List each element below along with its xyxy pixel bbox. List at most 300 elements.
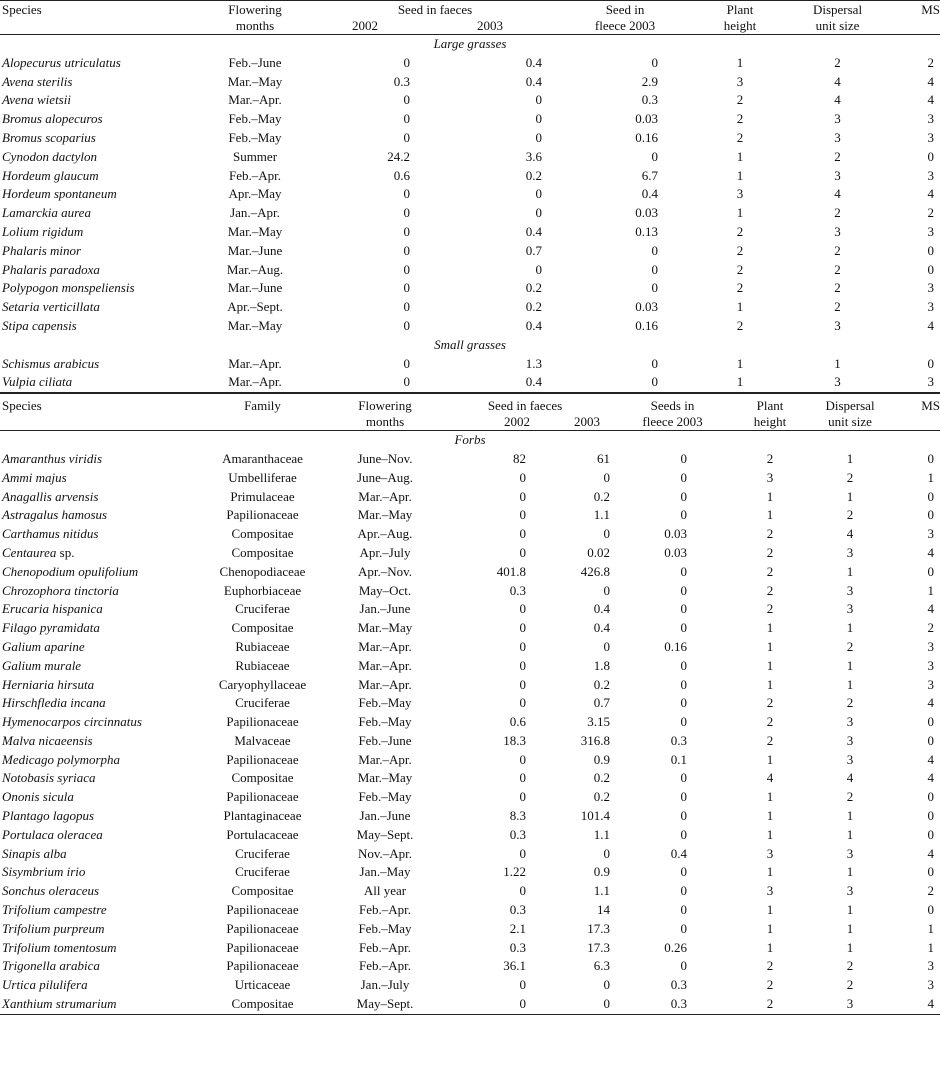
species-name: Anagallis arvensis — [2, 488, 99, 504]
dispersal-cell: 2 — [834, 148, 841, 164]
dispersal-cell: 1 — [846, 808, 854, 824]
ms-cell: 3 — [927, 299, 935, 315]
species-cell: Bromus scoparius — [2, 129, 96, 145]
faeces-2003-cell: 17.3 — [587, 939, 611, 955]
faeces-2002-cell: 0.3 — [509, 582, 526, 598]
species-cell: Avena sterilis — [2, 73, 73, 89]
faeces-2002-cell: 0 — [403, 205, 410, 221]
species-cell: Phalaris paradoxa — [2, 261, 100, 277]
flowering-cell: June–Nov. — [357, 450, 413, 466]
fleece-cell: 0 — [680, 676, 688, 692]
table-row — [0, 807, 940, 826]
family-cell: Cruciferae — [235, 845, 290, 861]
header-fleece: Seed in — [605, 2, 645, 17]
faeces-2002-cell: 0 — [403, 92, 410, 108]
faeces-2003-cell: 1.3 — [525, 355, 543, 371]
ms-cell: 0 — [927, 864, 935, 880]
family-cell: Papilionaceae — [226, 958, 299, 974]
header-fleece-2003: fleece 2003 — [642, 414, 703, 430]
height-cell: 1 — [766, 657, 774, 673]
species-cell — [0, 807, 195, 826]
flowering-cell: Feb.–May — [358, 695, 412, 711]
fleece-cell: 0.3 — [670, 732, 688, 748]
height-cell: 2 — [736, 242, 744, 258]
height-cell: 2 — [736, 111, 744, 127]
fleece-cell: 0 — [680, 958, 688, 974]
faeces-2002-cell: 0 — [519, 526, 526, 542]
flowering-cell: Jan.–June — [359, 808, 411, 824]
dispersal-cell: 1 — [846, 450, 854, 466]
header-plant-height: Plant — [726, 2, 754, 17]
dispersal-cell: 1 — [834, 355, 841, 371]
species-name: Trigonella arabica — [2, 958, 100, 974]
height-cell: 1 — [766, 808, 774, 824]
height-cell: 1 — [766, 488, 774, 504]
height-cell: 2 — [766, 601, 774, 617]
ms-cell: 4 — [927, 186, 935, 202]
dispersal-cell: 3 — [834, 167, 841, 183]
header-seed-in-faeces: Seed in faeces — [487, 398, 563, 414]
fleece-cell: 0.3 — [641, 92, 659, 108]
header-ms: MS — [921, 2, 940, 17]
family-cell: Papilionaceae — [226, 507, 299, 523]
table-row — [0, 939, 940, 958]
ms-cell: 0 — [927, 732, 935, 748]
height-cell: 1 — [766, 902, 774, 918]
species-cell — [0, 563, 195, 582]
faeces-2003-cell: 1.1 — [593, 507, 611, 523]
fleece-cell: 0 — [680, 920, 688, 936]
species-name: Medicago polymorpha — [2, 751, 121, 767]
height-cell: 1 — [766, 939, 774, 955]
flowering-cell: Feb.–May — [228, 111, 282, 127]
dispersal-cell: 3 — [834, 111, 841, 127]
dispersal-cell: 2 — [846, 507, 854, 523]
height-cell: 4 — [766, 770, 774, 786]
faeces-2003-cell: 0.9 — [593, 751, 611, 767]
family-cell: Cruciferae — [235, 695, 290, 711]
faeces-2002-cell: 0.3 — [509, 826, 526, 842]
dispersal-cell: 2 — [834, 242, 841, 258]
table-row — [0, 525, 940, 544]
family-cell: Compositae — [231, 526, 294, 542]
faeces-2002-cell: 0.6 — [509, 714, 526, 730]
ms-cell: 0 — [927, 507, 935, 523]
family-cell: Cruciferae — [235, 864, 290, 880]
fleece-cell: 0.13 — [635, 223, 659, 239]
height-cell: 3 — [766, 883, 774, 899]
species-cell — [0, 976, 195, 995]
ms-cell: 0 — [927, 488, 935, 504]
species-cell — [0, 506, 195, 525]
faeces-2003-cell: 0.2 — [525, 167, 543, 183]
header-year-2003: 2003 — [477, 18, 503, 33]
faeces-2003-cell: 0.4 — [525, 317, 543, 333]
flowering-cell: Mar.–Apr. — [358, 751, 412, 767]
table-row — [0, 769, 940, 788]
faeces-2003-cell: 0.4 — [593, 601, 611, 617]
faeces-2002-cell: 0 — [519, 996, 526, 1012]
species-name: Erucaria hispanica — [2, 601, 103, 617]
fleece-cell: 0.4 — [641, 186, 659, 202]
height-cell: 2 — [736, 261, 744, 277]
height-cell: 2 — [766, 563, 774, 579]
table-row — [0, 713, 940, 732]
species-cell — [0, 638, 195, 657]
family-cell: Papilionaceae — [226, 939, 299, 955]
ms-cell: 3 — [927, 638, 935, 654]
fleece-cell: 0.03 — [664, 526, 688, 542]
height-cell: 1 — [736, 205, 744, 221]
height-cell: 3 — [766, 845, 774, 861]
header-family: Family — [244, 398, 281, 414]
height-cell: 1 — [766, 507, 774, 523]
dispersal-cell: 3 — [834, 223, 841, 239]
height-cell: 2 — [766, 544, 774, 560]
family-cell: Papilionaceae — [226, 714, 299, 730]
flowering-cell: Jan.–June — [359, 601, 411, 617]
faeces-2003-cell: 426.8 — [580, 563, 611, 579]
faeces-2002-cell: 0 — [519, 507, 526, 523]
table-row — [0, 563, 940, 582]
faeces-2002-cell: 0.3 — [509, 939, 526, 955]
ms-cell: 4 — [927, 751, 935, 767]
species-cell — [0, 619, 195, 638]
faeces-2002-cell: 0 — [519, 601, 526, 617]
ms-cell: 0 — [927, 826, 935, 842]
ms-cell: 3 — [927, 977, 935, 993]
faeces-2003-cell: 0.2 — [593, 770, 611, 786]
ms-cell: 4 — [927, 996, 935, 1012]
faeces-2003-cell: 0.2 — [525, 299, 543, 315]
fleece-cell: 6.7 — [641, 167, 659, 183]
species-name: Filago pyramidata — [2, 620, 100, 636]
table-row — [0, 845, 940, 864]
fleece-cell: 0 — [680, 902, 688, 918]
species-cell: Schismus arabicus — [2, 355, 100, 371]
ms-cell: 3 — [927, 526, 935, 542]
faeces-2003-cell: 0 — [603, 977, 611, 993]
family-cell: Amaranthaceae — [222, 450, 303, 466]
flowering-cell: Apr.–Sept. — [227, 299, 283, 315]
header-flowering: Flowering — [228, 2, 282, 17]
species-cell: Hordeum spontaneum — [2, 186, 117, 202]
dispersal-cell: 4 — [846, 770, 854, 786]
faeces-2002-cell: 0 — [519, 883, 526, 899]
faeces-2002-cell: 0 — [403, 186, 410, 202]
ms-cell: 0 — [927, 355, 935, 371]
header-flowering-months: months — [235, 18, 275, 33]
ms-cell: 0 — [927, 450, 935, 466]
dispersal-cell: 2 — [834, 280, 841, 296]
table-row — [0, 600, 940, 619]
faeces-2002-cell: 0 — [403, 223, 410, 239]
height-cell: 1 — [736, 374, 744, 390]
header-fleece-2003: fleece 2003 — [594, 18, 656, 33]
faeces-2002-cell: 2.1 — [509, 920, 526, 936]
dispersal-cell: 3 — [834, 129, 841, 145]
species-cell: Vulpia ciliata — [2, 374, 73, 390]
dispersal-cell: 2 — [834, 299, 841, 315]
faeces-2002-cell: 0 — [403, 111, 410, 127]
dispersal-cell: 4 — [834, 73, 841, 89]
faeces-2002-cell: 0 — [519, 620, 526, 636]
header-fleece: Seeds in — [650, 398, 695, 414]
dispersal-cell: 3 — [846, 714, 854, 730]
ms-cell: 0 — [927, 789, 935, 805]
faeces-2003-cell: 0 — [603, 845, 611, 861]
table-row — [0, 826, 940, 845]
ms-cell: 1 — [927, 582, 935, 598]
dispersal-cell: 2 — [834, 54, 841, 70]
species-cell — [0, 450, 195, 469]
flowering-cell: Mar.–May — [227, 317, 283, 333]
dispersal-cell: 2 — [846, 977, 854, 993]
flowering-cell: June–Aug. — [357, 469, 413, 485]
table-row — [0, 129, 940, 148]
table-row — [0, 54, 940, 73]
table-row — [0, 223, 940, 242]
species-name: Notobasis syriaca — [2, 770, 96, 786]
species-name: Malva nicaeensis — [2, 732, 93, 748]
faeces-2002-cell: 0 — [519, 789, 526, 805]
faeces-2002-cell: 82 — [513, 450, 526, 466]
faeces-2003-cell: 0 — [603, 638, 611, 654]
section-heading-row — [0, 431, 940, 450]
flowering-cell: Feb.–Apr. — [359, 902, 411, 918]
flowering-cell: Apr.–Nov. — [357, 563, 413, 579]
species-cell — [0, 732, 195, 751]
header-ms: MS — [921, 398, 940, 414]
faeces-2002-cell: 0 — [519, 657, 526, 673]
species-cell — [0, 582, 195, 601]
species-cell — [0, 845, 195, 864]
faeces-2003-cell: 316.8 — [580, 732, 611, 748]
species-cell: Lamarckia aurea — [2, 205, 91, 221]
faeces-2003-cell: 0 — [603, 526, 611, 542]
height-cell: 2 — [766, 695, 774, 711]
species-cell — [0, 957, 195, 976]
dispersal-cell: 3 — [834, 374, 841, 390]
table-header-row-2 — [0, 18, 940, 35]
dispersal-cell: 4 — [834, 92, 841, 108]
family-cell: Cruciferae — [235, 601, 290, 617]
table-row — [0, 995, 940, 1014]
fleece-cell: 0 — [680, 582, 688, 598]
fleece-cell: 0.03 — [635, 205, 659, 221]
faeces-2003-cell: 0.4 — [593, 620, 611, 636]
species-name: Sonchus oleraceus — [2, 883, 100, 899]
dispersal-cell: 3 — [834, 317, 841, 333]
species-cell — [0, 600, 195, 619]
faeces-2002-cell: 0 — [403, 317, 410, 333]
flowering-cell: Feb.–May — [358, 920, 412, 936]
height-cell: 1 — [736, 148, 744, 164]
faeces-2003-cell: 0 — [603, 582, 611, 598]
family-cell: Compositae — [231, 883, 294, 899]
faeces-2003-cell: 14 — [597, 902, 611, 918]
fleece-cell: 0 — [651, 374, 659, 390]
table-row — [0, 506, 940, 525]
ms-cell: 4 — [927, 317, 935, 333]
height-cell: 1 — [736, 299, 744, 315]
grasses-table — [0, 2, 940, 393]
table-row — [0, 469, 940, 488]
dispersal-cell: 3 — [846, 883, 854, 899]
ms-cell: 0 — [927, 714, 935, 730]
flowering-cell: Mar.–May — [357, 770, 413, 786]
table-row — [0, 863, 940, 882]
fleece-cell: 0 — [680, 563, 688, 579]
ms-cell: 3 — [927, 657, 935, 673]
table-row — [0, 91, 940, 110]
header-dispersal: Dispersal — [825, 398, 875, 414]
ms-cell: 1 — [927, 939, 935, 955]
fleece-cell: 0 — [651, 261, 659, 277]
height-cell: 1 — [736, 54, 744, 70]
fleece-cell: 0.16 — [664, 638, 688, 654]
table-row — [0, 167, 940, 186]
faeces-2003-cell: 0.7 — [593, 695, 611, 711]
species-cell — [0, 713, 195, 732]
species-cell — [0, 525, 195, 544]
flowering-cell: May–Sept. — [356, 996, 414, 1012]
dispersal-cell: 3 — [846, 544, 854, 560]
flowering-cell: Mar.–Apr. — [228, 355, 282, 371]
table-row — [0, 73, 940, 92]
faeces-2002-cell: 0 — [519, 676, 526, 692]
dispersal-cell: 1 — [846, 864, 854, 880]
flowering-cell: Mar.–May — [357, 507, 413, 523]
flowering-cell: Mar.–Apr. — [228, 92, 282, 108]
table-header-row — [0, 394, 940, 415]
height-cell: 1 — [766, 638, 774, 654]
ms-cell: 4 — [927, 73, 935, 89]
dispersal-cell: 3 — [846, 732, 854, 748]
fleece-cell: 0 — [680, 714, 688, 730]
ms-cell: 1 — [927, 469, 935, 485]
dispersal-cell: 1 — [846, 657, 854, 673]
height-cell: 2 — [766, 526, 774, 542]
height-cell: 1 — [766, 620, 774, 636]
species-name: Carthamus nitidus — [2, 526, 99, 542]
faeces-2002-cell: 0.3 — [393, 73, 410, 89]
fleece-cell: 0 — [680, 450, 688, 466]
table-row — [0, 298, 940, 317]
species-name: Trifolium purpreum — [2, 920, 105, 936]
faeces-2002-cell: 8.3 — [509, 808, 526, 824]
ms-cell: 3 — [927, 223, 935, 239]
table-row — [0, 976, 940, 995]
faeces-2003-cell: 0 — [535, 129, 543, 145]
ms-cell: 3 — [927, 111, 935, 127]
species-name: Xanthium strumarium — [2, 996, 117, 1012]
fleece-cell: 0 — [680, 826, 688, 842]
flowering-cell: All year — [363, 883, 407, 899]
family-cell: Euphorbiaceae — [223, 582, 302, 598]
table-row — [0, 204, 940, 223]
fleece-cell: 0.03 — [635, 111, 659, 127]
faeces-2002-cell: 0 — [519, 977, 526, 993]
dispersal-cell: 4 — [834, 186, 841, 202]
header-height: height — [753, 414, 787, 430]
header-plant-height: Plant — [756, 398, 784, 414]
species-cell: Phalaris minor — [2, 242, 82, 258]
table-row — [0, 732, 940, 751]
species-cell — [0, 788, 195, 807]
faeces-2002-cell: 0 — [519, 488, 526, 504]
dispersal-cell: 2 — [834, 261, 841, 277]
ms-cell: 4 — [927, 92, 935, 108]
dispersal-cell: 1 — [846, 676, 854, 692]
ms-cell: 3 — [927, 280, 935, 296]
header-year-2002: 2002 — [504, 414, 530, 430]
species-cell — [0, 657, 195, 676]
fleece-cell: 0 — [680, 469, 688, 485]
species-name: Galium murale — [2, 657, 82, 673]
species-cell — [0, 826, 195, 845]
species-cell — [0, 995, 195, 1014]
species-cell — [0, 694, 195, 713]
faeces-2003-cell: 0.2 — [593, 789, 611, 805]
species-name: Chenopodium opulifolium — [2, 563, 139, 579]
faeces-2003-cell: 6.3 — [593, 958, 611, 974]
table-row — [0, 185, 940, 204]
table-row — [0, 373, 940, 392]
ms-cell: 3 — [927, 676, 935, 692]
height-cell: 2 — [736, 317, 744, 333]
table-row — [0, 920, 940, 939]
faeces-2002-cell: 0 — [403, 242, 410, 258]
header-species: Species — [2, 398, 42, 414]
fleece-cell: 0 — [680, 601, 688, 617]
dispersal-cell: 2 — [846, 789, 854, 805]
table-row — [0, 488, 940, 507]
table-row — [0, 957, 940, 976]
family-cell: Compositae — [231, 620, 294, 636]
height-cell: 3 — [736, 73, 744, 89]
dispersal-cell: 2 — [846, 958, 854, 974]
flowering-cell: Feb.–May — [358, 789, 412, 805]
ms-cell: 3 — [927, 958, 935, 974]
flowering-cell: Jan.–May — [359, 864, 411, 880]
table-row — [0, 638, 940, 657]
dispersal-cell: 3 — [846, 996, 854, 1012]
ms-cell: 0 — [927, 808, 935, 824]
fleece-cell: 0.03 — [664, 544, 688, 560]
fleece-cell: 0 — [680, 789, 688, 805]
family-cell: Compositae — [231, 544, 294, 560]
faeces-2003-cell: 3.6 — [525, 148, 543, 164]
species-cell — [0, 751, 195, 770]
faeces-2002-cell: 0.3 — [509, 902, 526, 918]
species-name: Trifolium campestre — [2, 902, 107, 918]
dispersal-cell: 1 — [846, 563, 854, 579]
family-cell: Urticaceae — [234, 977, 291, 993]
flowering-cell: Mar.–Apr. — [358, 488, 412, 504]
height-cell: 1 — [736, 167, 744, 183]
faeces-2002-cell: 36.1 — [503, 958, 526, 974]
table-row — [0, 261, 940, 280]
header-year-2002: 2002 — [352, 18, 378, 33]
flowering-cell: Feb.–Apr. — [229, 167, 281, 183]
faeces-2002-cell: 0 — [403, 261, 410, 277]
family-cell: Primulaceae — [230, 488, 295, 504]
family-cell: Compositae — [231, 770, 294, 786]
species-name: Chrozophora tinctoria — [2, 582, 119, 598]
faeces-2003-cell: 0.2 — [593, 488, 611, 504]
table-row — [0, 582, 940, 601]
